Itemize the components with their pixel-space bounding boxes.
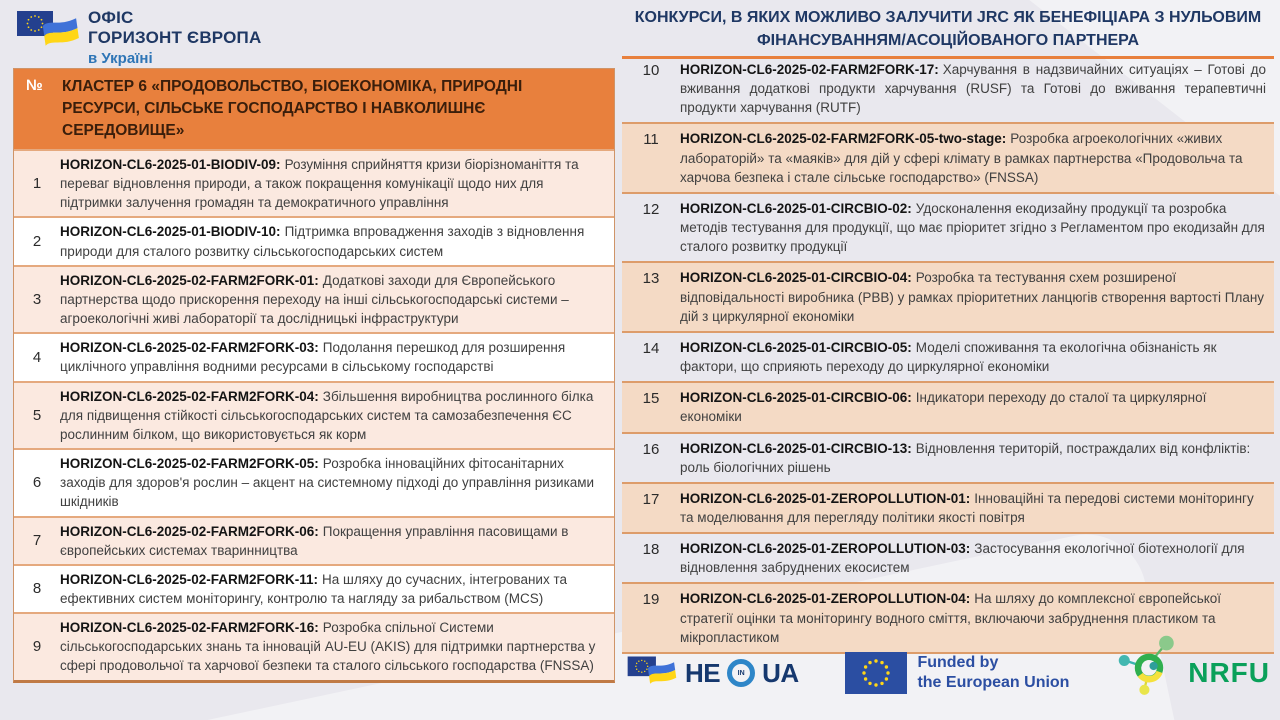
call-description: Розробка інноваційних фітосанітарних заходів для здоров'я рослин – акцент на системному підході до управління ризиками шкідників — [60, 456, 595, 510]
call-code: HORIZON-CL6-2025-01-CIRCBIO-02: — [680, 200, 912, 216]
call-description: Додаткові заходи для Європейського партнерства щодо прискорення переходу на інші сільськогосподарські системи – агроекологічні живі лабораторії та дослідницькі інфраструктури — [60, 272, 569, 327]
table-row — [14, 332, 614, 380]
table-row — [14, 265, 614, 332]
funded-by-line1: Funded by — [917, 654, 999, 671]
call-code: HORIZON-CL6-2025-01-CIRCBIO-05: — [680, 339, 912, 355]
row-number: 3 — [32, 290, 42, 308]
brand-line-3: в Україні — [88, 49, 153, 67]
nrfu-logo — [1116, 649, 1270, 697]
row-number: 9 — [32, 638, 42, 656]
call-code: HORIZON-CL6-2025-02-FARM2FORK-04: — [60, 388, 319, 404]
eu-ua-flags-icon — [626, 651, 678, 695]
call-code: HORIZON-CL6-2025-02-FARM2FORK-05: — [60, 456, 319, 472]
heu-in-badge: IN — [727, 659, 755, 687]
call-code: HORIZON-CL6-2025-01-ZEROPOLLUTION-04: — [680, 591, 971, 607]
funded-by-eu-logo — [845, 652, 1069, 694]
table-row — [622, 383, 1274, 433]
call-code: HORIZON-CL6-2025-01-BIODIV-10: — [60, 224, 281, 240]
table-row — [14, 381, 614, 448]
heu-text-ua: UA — [762, 657, 799, 688]
call-description: Індикатори переходу до сталої та циркулярної економіки — [680, 390, 1207, 425]
call-description: Розробка спільної Системи сільськогосподарських знань та інновацій AU-EU (AKIS) для підтримки партнерства у сфері продовольчої та харчової безпеки та сталого сільського господарства (FNSSA) — [60, 620, 596, 674]
table-row — [622, 263, 1274, 332]
row-number: 15 — [642, 390, 660, 408]
call-code: HORIZON-CL6-2025-02-FARM2FORK-17: — [680, 62, 939, 77]
call-code: HORIZON-CL6-2025-01-CIRCBIO-04: — [680, 270, 912, 286]
eu-ua-flags-icon — [16, 4, 80, 60]
table-row — [622, 124, 1274, 193]
cluster6-table — [13, 68, 615, 683]
page-title-line1: КОНКУРСИ, В ЯКИХ МОЖЛИВО ЗАЛУЧИТИ JRC ЯК БЕНЕФІЦІАРА З НУЛЬОВИМ — [634, 9, 1262, 26]
row-number: 5 — [32, 406, 42, 424]
brand-line-2: ГОРИЗОНТ ЄВРОПА — [88, 28, 262, 48]
call-description: Відновлення територій, постраждалих від конфліктів: роль біологічних рішень — [680, 440, 1251, 475]
call-description: Розробка агроекологічних «живих лабораторій» та «маяків» для дій у сфері клімату в рамках партнерства «Продовольча та харчова безпека і стале сільське господарство» (FNSSA) — [680, 131, 1243, 185]
nrfu-label: NRFU — [1188, 657, 1270, 688]
call-code: HORIZON-CL6-2025-01-CIRCBIO-13: — [680, 440, 912, 456]
eu-flag-icon — [845, 652, 907, 694]
footer-logos — [622, 638, 1274, 708]
row-number: 6 — [32, 474, 42, 492]
row-number: 16 — [642, 440, 660, 458]
row-number: 4 — [32, 348, 42, 366]
row-number: 14 — [642, 339, 660, 357]
call-description: Збільшення виробництва рослинного білка для підвищення стійкості сільськогосподарських систем та самозабезпечення ЄС рослинним білком, що використовується як корм — [60, 388, 594, 442]
call-code: HORIZON-CL6-2025-02-FARM2FORK-03: — [60, 340, 319, 356]
number-column-header: № — [26, 77, 43, 94]
table-row — [14, 516, 614, 564]
call-code: HORIZON-CL6-2025-01-ZEROPOLLUTION-03: — [680, 541, 971, 557]
row-number: 8 — [32, 580, 42, 598]
page-title-line2: ФІНАНСУВАННЯМ/АСОЦІЙОВАНОГО ПАРТНЕРА — [757, 31, 1139, 49]
call-description: Розробка та тестування схем розширеної відповідальності виробника (РВВ) у рамках пріоритетних ланцюгів створення вартості Плану дій з циркулярної економіки — [680, 270, 1265, 324]
call-code: HORIZON-CL6-2025-01-CIRCBIO-06: — [680, 390, 912, 406]
heu-text-he: HE — [685, 657, 721, 688]
call-description: Харчування в надзвичайних ситуаціях – Готові до вживання додаткові продукти харчування (RUSF) та Готові до вживання терапевтичні продукти харчування (RUTF) — [680, 62, 1266, 116]
page-title — [622, 7, 1274, 59]
call-code: HORIZON-CL6-2025-02-FARM2FORK-05-two-stage: — [680, 131, 1007, 147]
table-row — [622, 434, 1274, 484]
row-number: 1 — [32, 175, 42, 193]
table-row — [14, 448, 614, 515]
row-number: 17 — [642, 490, 660, 508]
call-code: HORIZON-CL6-2025-02-FARM2FORK-01: — [60, 272, 319, 288]
table-row — [622, 333, 1274, 383]
call-code: HORIZON-CL6-2025-01-ZEROPOLLUTION-01: — [680, 490, 971, 506]
heu-in-ua-logo — [626, 651, 799, 695]
call-code: HORIZON-CL6-2025-01-BIODIV-09: — [60, 157, 281, 172]
call-description: Застосування екологічної біотехнології для відновлення забруднених екосистем — [680, 541, 1245, 576]
funded-by-line2: the European Union — [917, 674, 1070, 691]
table-row — [622, 55, 1274, 124]
call-description: Підтримка впровадження заходів з відновлення природи для сталого розвитку сільськогосподарських систем — [60, 224, 585, 259]
call-description: Подолання перешкод для розширення циклічного управління водними ресурсами в сільському господарстві — [60, 340, 566, 375]
horizon-europe-office-logo — [16, 4, 261, 68]
table-row — [622, 194, 1274, 263]
table-row — [14, 612, 614, 679]
row-number: 13 — [642, 270, 660, 288]
call-description: Удосконалення екодизайну продукції та розробка методів тестування для продукції, що має пріоритет згідно з Регламентом про екодизайн для сталого розвитку продукції — [680, 200, 1265, 255]
table-row — [14, 149, 614, 216]
table-row — [622, 484, 1274, 534]
call-description: Моделі споживання та екологічна обізнаність як фактори, що сприяють переходу до циркулярної економіки — [680, 339, 1217, 375]
call-description: Покращення управління пасовищами в європейських системах тваринництва — [60, 523, 569, 558]
call-code: HORIZON-CL6-2025-02-FARM2FORK-16: — [60, 620, 319, 636]
row-number: 2 — [32, 232, 42, 250]
call-description: Розуміння сприйняття кризи біорізноманіття та переваг відновлення природи, а також покращення комунікації щодо них для підтримки залучення громадян та демократичного управління — [60, 157, 579, 211]
call-description: На шляху до комплексної європейської стратегії оцінки та моніторингу водного сміття, включаючи забруднення пластиком та мікропластиком — [680, 591, 1222, 645]
table-row — [622, 534, 1274, 584]
row-number: 11 — [643, 131, 659, 149]
call-code: HORIZON-CL6-2025-02-FARM2FORK-11: — [60, 571, 319, 587]
row-number: 10 — [642, 62, 660, 79]
table-row — [14, 564, 614, 612]
row-number: 12 — [642, 200, 660, 218]
row-number: 18 — [642, 541, 660, 559]
call-description: Інноваційні та передові системи моніторингу та моделювання для перегляду політики якості повітря — [680, 490, 1254, 525]
call-description: На шляху до сучасних, інтегрованих та ефективних систем моніторингу, контролю та нагляду за рибальством (MCS) — [60, 571, 567, 606]
row-number: 19 — [642, 591, 660, 609]
table-row — [14, 216, 614, 264]
row-number: 7 — [32, 532, 42, 549]
calls-table-continued — [622, 55, 1274, 654]
brand-line-1: ОФІС — [88, 8, 134, 27]
call-code: HORIZON-CL6-2025-02-FARM2FORK-06: — [60, 523, 319, 539]
molecule-icon — [1116, 635, 1182, 697]
cluster-header-label: КЛАСТЕР 6 «ПРОДОВОЛЬСТВО, БІОЕКОНОМІКА, ПРИРОДНІ РЕСУРСИ, СІЛЬСЬКЕ ГОСПОДАРСТВО І НАВКОЛИШНЄ СЕРЕДОВИЩЕ» — [62, 78, 523, 139]
table-header-row — [14, 69, 614, 149]
